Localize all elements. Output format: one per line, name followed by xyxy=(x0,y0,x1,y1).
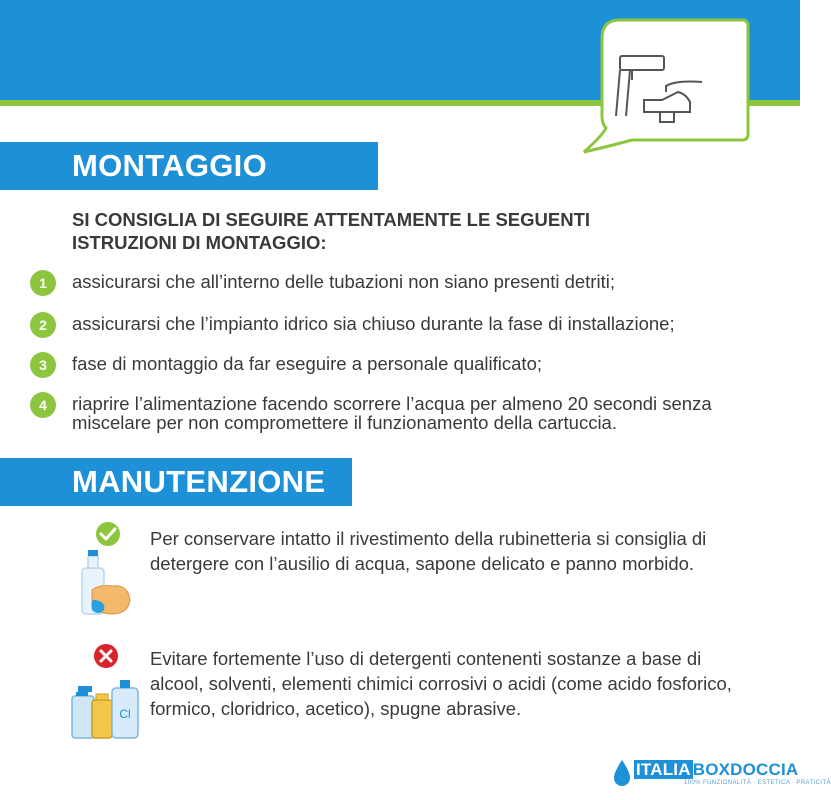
step-text: assicurarsi che all’interno delle tubazioni non siano presenti detriti; xyxy=(72,271,615,292)
cross-icon xyxy=(70,642,142,742)
step-text: fase di montaggio da far eseguire a personale qualificato; xyxy=(72,353,542,374)
logo-wordmark xyxy=(634,760,798,780)
step-number-badge: 1 xyxy=(30,270,56,296)
maintenance-do-text: Per conservare intatto il rivestimento della rubinetteria si consiglia di detergere con l’ausilio di acqua, sapone delicato e panno morbido. xyxy=(150,528,707,574)
montaggio-intro: SI CONSIGLIA DI SEGUIRE ATTENTAMENTE LE SEGUENTI ISTRUZIONI DI MONTAGGIO: xyxy=(72,209,591,253)
section-title-montaggio: MONTAGGIO xyxy=(0,142,378,190)
check-icon xyxy=(70,520,140,620)
maintenance-do-illustration xyxy=(70,520,140,625)
maintenance-dont-text: Evitare fortemente l’uso di detergenti contenenti sostanze a base di alcool, solventi, elementi chimici corrosivi o acidi (come acido fosforico, formico, cloridrico, acetico), spugne abrasive. xyxy=(150,648,732,719)
step-text: assicurarsi che l’impianto idrico sia chiuso durante la fase di installazione; xyxy=(72,313,675,334)
logo-tagline: 100% FUNZIONALITÀ · ESTETICA · PRATICITÀ xyxy=(684,780,831,786)
brand-logo xyxy=(612,756,831,796)
step-number-badge: 2 xyxy=(30,312,56,338)
step-text: riaprire l’alimentazione facendo scorrere l’acqua per almeno 20 secondi senza miscelare per non compromettere il funzionamento della cartuccia. xyxy=(72,393,712,433)
step-number-badge: 3 xyxy=(30,352,56,378)
logo-boxdoccia: BOXDOCCIA xyxy=(692,760,799,779)
step-number-badge: 4 xyxy=(30,392,56,418)
bottle-label: Cl xyxy=(119,707,131,721)
faucet-speech-bubble-icon xyxy=(592,16,750,148)
maintenance-dont-illustration xyxy=(70,642,142,747)
water-drop-icon xyxy=(612,758,632,788)
section-title-manutenzione: MANUTENZIONE xyxy=(0,458,352,506)
logo-italia: ITALIA xyxy=(636,760,691,779)
